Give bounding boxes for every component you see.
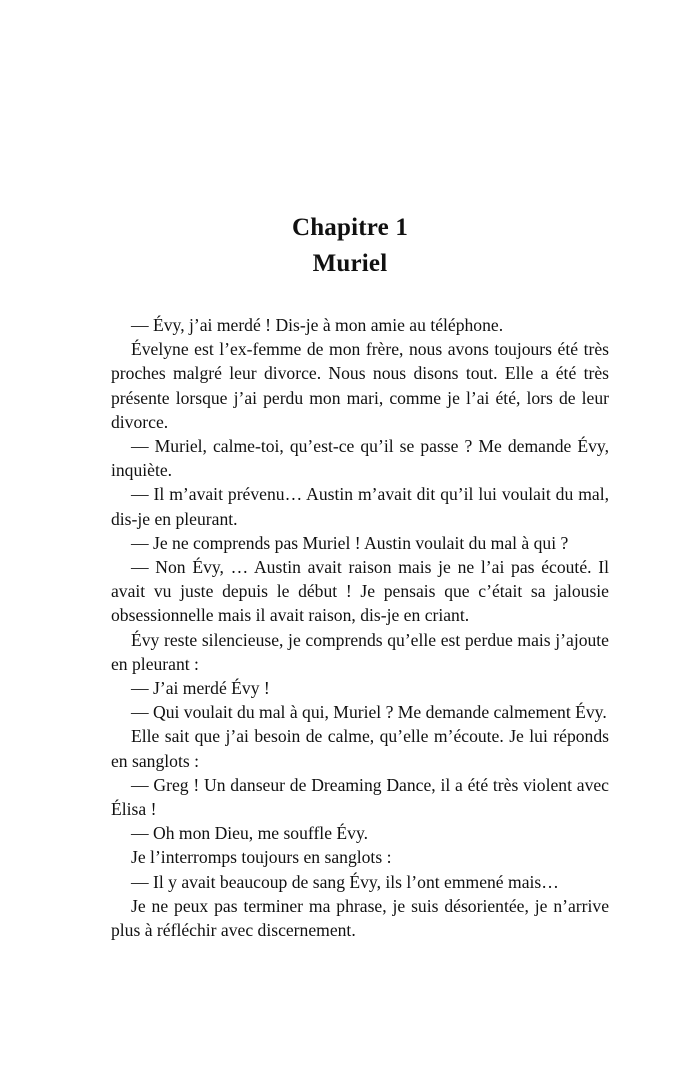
paragraph: Elle sait que j’ai besoin de calme, qu’elle m’écoute. Je lui réponds en sanglots : [111,726,609,771]
paragraph: Évelyne est l’ex-femme de mon frère, nous avons toujours été très proches malgré leur divorce. Nous nous disons tout. Elle a été très présente lorsque j’ai perdu mon mari, comme je l’ai été, lors de leur divorce. [111,339,609,432]
chapter-title: Muriel [312,250,388,277]
paragraph: Je ne peux pas terminer ma phrase, je suis désorientée, je n’arrive plus à réfléchir avec discernement. [111,895,609,941]
paragraph: — Je ne comprends pas Muriel ! Austin voulait du mal à qui ? [131,532,569,553]
paragraph: — Il m’avait prévenu… Austin m’avait dit qu’il lui voulait du mal, dis-je en pleurant. [111,484,609,529]
paragraph: — J’ai merdé Évy ! [131,678,270,699]
body-text [111,313,609,942]
paragraph: — Il y avait beaucoup de sang Évy, ils l’ont emmené mais… [131,871,559,892]
paragraph: Évy reste silencieuse, je comprends qu’elle est perdue mais j’ajoute en pleurant : [111,629,609,674]
paragraph: — Muriel, calme-toi, qu’est-ce qu’il se passe ? Me demande Évy, inquiète. [111,436,609,481]
paragraph: Je l’interromps toujours en sanglots : [131,847,392,868]
paragraph: — Évy, j’ai merdé ! Dis-je à mon amie au téléphone. [131,315,504,335]
paragraph: — Qui voulait du mal à qui, Muriel ? Me demande calmement Évy. [131,702,607,723]
paragraph: — Oh mon Dieu, me souffle Évy. [131,823,368,844]
paragraph: — Non Évy, … Austin avait raison mais je ne l’ai pas écouté. Il avait vu juste depuis le début ! Je pensais que c’était sa jalousie obsessionnelle mais il avait raison, dis-je en criant. [111,557,609,626]
chapter-number: Chapitre 1 [291,214,409,241]
chapter-header [0,210,700,282]
paragraph: — Greg ! Un danseur de Dreaming Dance, il a été très violent avec Élisa ! [111,774,609,820]
